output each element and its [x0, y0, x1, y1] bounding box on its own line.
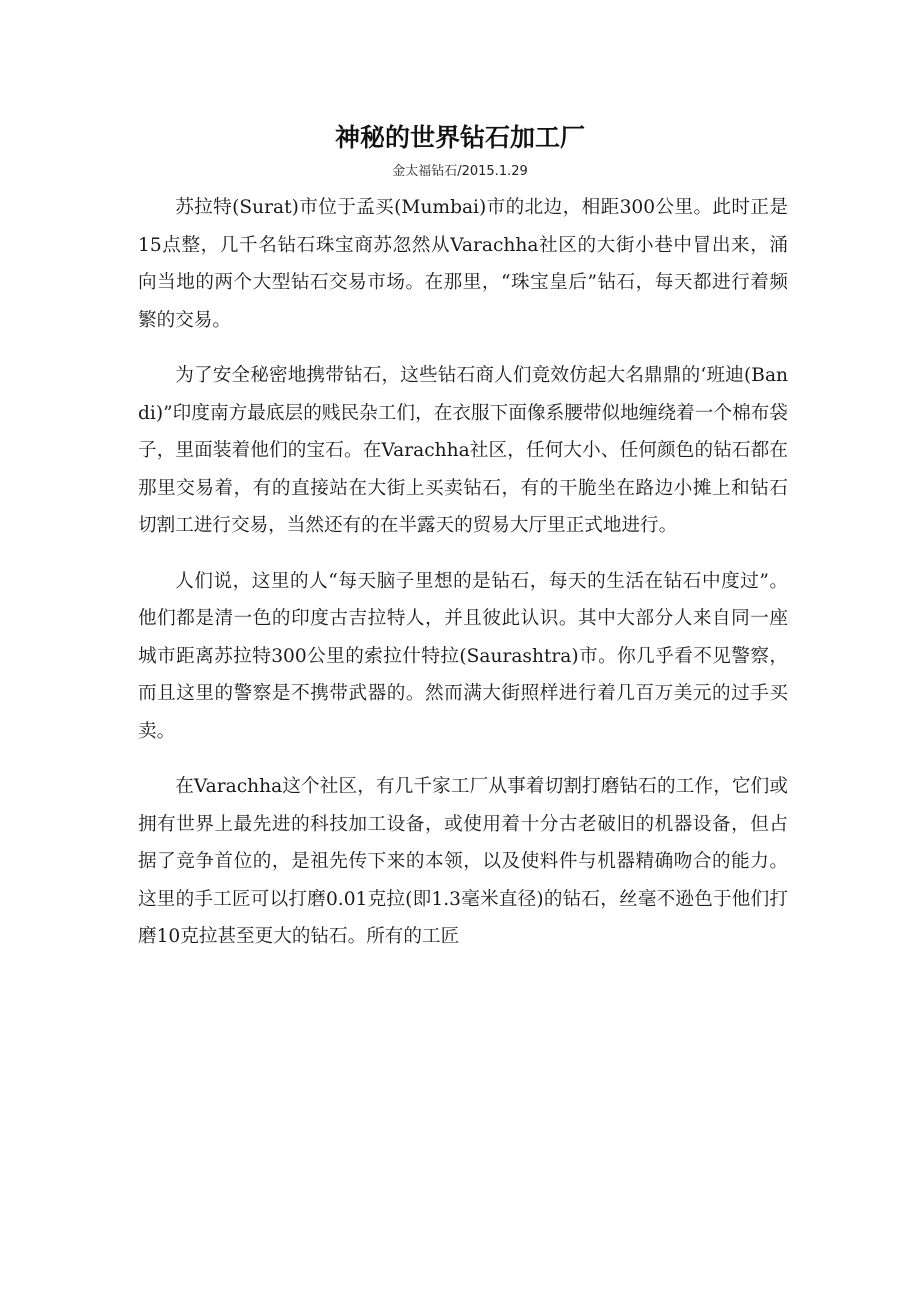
document-body — [138, 189, 788, 974]
paragraph: 苏拉特(Surat)市位于孟买(Mumbai)市的北边，相距300公里。此时正是15点整，几千名钻石珠宝商苏忽然从Varachha社区的大街小巷中冒出来，涌向当地的两个大型钻石交易市场。在那里，“珠宝皇后”钻石，每天都进行着频繁的交易。 — [138, 197, 788, 331]
document-byline: 金太福钻石/2015.1.29 — [392, 164, 528, 179]
paragraph: 在Varachha这个社区，有几千家工厂从事着切割打磨钻石的工作，它们或拥有世界上最先进的科技加工设备，或使用着十分古老破旧的机器设备，但占据了竞争首位的，是祖先传下来的本领，以及使料件与机器精确吻合的能力。这里的手工匠可以打磨0.01克拉(即1.3毫米直径)的钻石，丝毫不逊色于他们打磨10克拉甚至更大的钻石。所有的工匠 — [138, 776, 788, 947]
paragraph: 人们说，这里的人“每天脑子里想的是钻石，每天的生活在钻石中度过”。他们都是清一色的印度古吉拉特人，并且彼此认识。其中大部分人来自同一座城市距离苏拉特300公里的索拉什特拉(Saurashtra)市。你几乎看不见警察，而且这里的警察是不携带武器的。然而满大街照样进行着几百万美元的过手买卖。 — [138, 570, 788, 742]
document-title: 神秘的世界钻石加工厂 — [334, 123, 585, 152]
paragraph: 为了安全秘密地携带钻石，这些钻石商人们竟效仿起大名鼎鼎的‘班迪(Bandi)”印度南方最底层的贱民杂工们，在衣服下面像系腰带似地缠绕着一个棉布袋子，里面装着他们的宝石。在Varachha社区，任何大小、任何颜色的钻石都在那里交易着，有的直接站在大街上买卖钻石，有的干脆坐在路边小摊上和钻石切割工进行交易，当然还有的在半露天的贸易大厅里正式地进行。 — [138, 365, 788, 536]
